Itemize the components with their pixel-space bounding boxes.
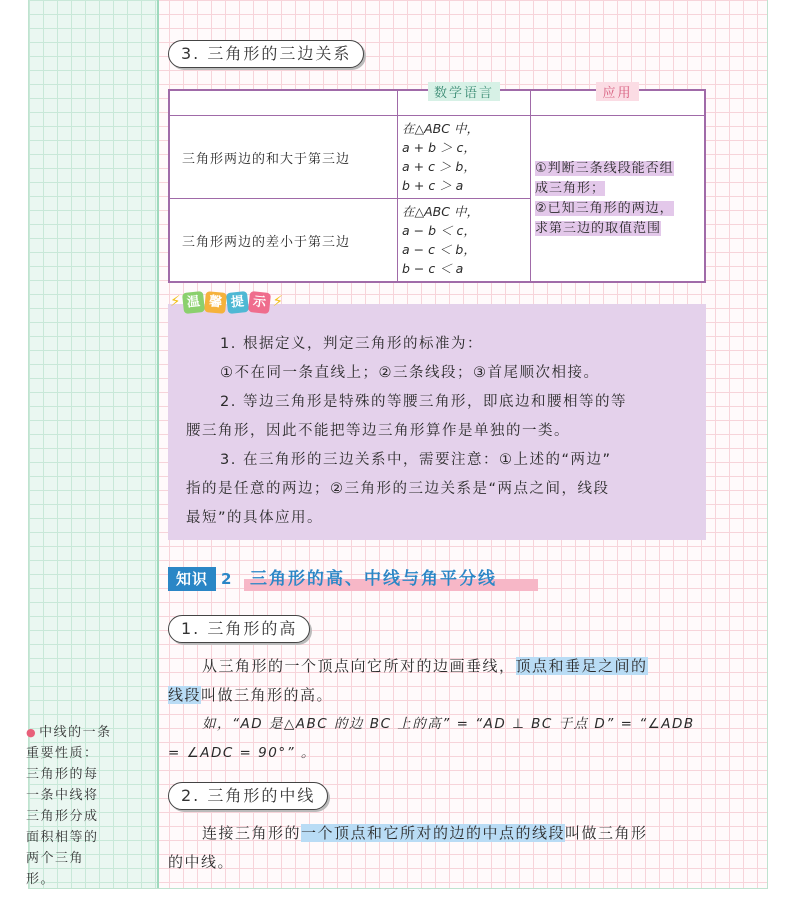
side-note-line: 一条中线将 bbox=[26, 788, 99, 803]
median-definition-cont: 的中线。 bbox=[168, 853, 235, 871]
table-cell-condition: 三角形两边的和大于第三边 bbox=[169, 116, 398, 199]
tip-line: 腰三角形，因此不能把等边三角形算作是单独的一类。 bbox=[186, 423, 570, 439]
triangle-sides-table bbox=[168, 85, 706, 283]
tip-line: 最短”的具体应用。 bbox=[186, 510, 324, 526]
lightning-icon: ⚡ bbox=[272, 292, 284, 310]
table-header-empty bbox=[169, 90, 398, 116]
table-cell-math: 在△ABC 中， a − b ＜ c， a − c ＜ b， b − c ＜ a bbox=[398, 199, 531, 283]
knowledge-tag: 知识 bbox=[168, 567, 216, 591]
height-example-cont: = ∠ADC = 90°” 。 bbox=[168, 745, 316, 761]
bullet-dot-icon: ● bbox=[26, 726, 38, 739]
side-note-line: 重要性质： bbox=[26, 746, 99, 761]
table-header-application: 应用 bbox=[531, 90, 706, 116]
side-note bbox=[26, 722, 112, 890]
section-heading-median: 2. 三角形的中线 bbox=[168, 782, 328, 810]
knowledge-number: 2 bbox=[221, 570, 232, 588]
tip-line: 指的是任意的两边；②三角形的三边关系是“两点之间，线段 bbox=[186, 481, 610, 497]
tip-line: 2. 等边三角形是特殊的等腰三角形，即底边和腰相等的等 bbox=[220, 394, 627, 410]
table-cell-application: ①判断三条线段能否组 成三角形； ②已知三角形的两边， 求第三边的取值范围 bbox=[531, 116, 706, 283]
side-note-line: 两个三角形。 bbox=[26, 851, 85, 887]
tip-heading: ⚡ 温 馨 提 示 ⚡ bbox=[168, 291, 285, 315]
side-note-line: 中线的一条 bbox=[39, 725, 112, 740]
median-definition: 连接三角形的一个顶点和它所对的边的中点的线段叫做三角形 bbox=[202, 824, 648, 842]
table-row bbox=[169, 116, 705, 199]
table-header-row bbox=[169, 90, 705, 116]
table-header-math: 数学语言 bbox=[398, 90, 531, 116]
tip-line: ①不在同一条直线上；②三条线段；③首尾顺次相接。 bbox=[220, 365, 600, 381]
height-definition: 从三角形的一个顶点向它所对的边画垂线，顶点和垂足之间的 bbox=[202, 657, 648, 675]
knowledge-title: 三角形的高、中线与角平分线 bbox=[244, 567, 538, 591]
tip-line: 1. 根据定义，判定三角形的标准为： bbox=[220, 336, 483, 352]
tip-line: 3. 在三角形的三边关系中，需要注意：①上述的“两边” bbox=[220, 452, 612, 468]
table-cell-math: 在△ABC 中， a + b ＞ c， a + c ＞ b， b + c ＞ a bbox=[398, 116, 531, 199]
side-note-line: 面积相等的 bbox=[26, 830, 99, 845]
table-cell-condition: 三角形两边的差小于第三边 bbox=[169, 199, 398, 283]
height-definition-cont: 线段叫做三角形的高。 bbox=[168, 686, 334, 704]
side-note-line: 三角形的每 bbox=[26, 767, 99, 782]
side-note-line: 三角形分成 bbox=[26, 809, 99, 824]
lightning-icon: ⚡ bbox=[170, 292, 181, 310]
section-heading-height: 1. 三角形的高 bbox=[168, 615, 310, 643]
tip-box bbox=[168, 304, 706, 540]
section-heading-triangle-sides: 3. 三角形的三边关系 bbox=[168, 40, 364, 68]
height-example: 如，“AD 是△ABC 的边 BC 上的高” = “AD ⊥ BC 于点 D” = “∠ADB bbox=[202, 716, 695, 732]
